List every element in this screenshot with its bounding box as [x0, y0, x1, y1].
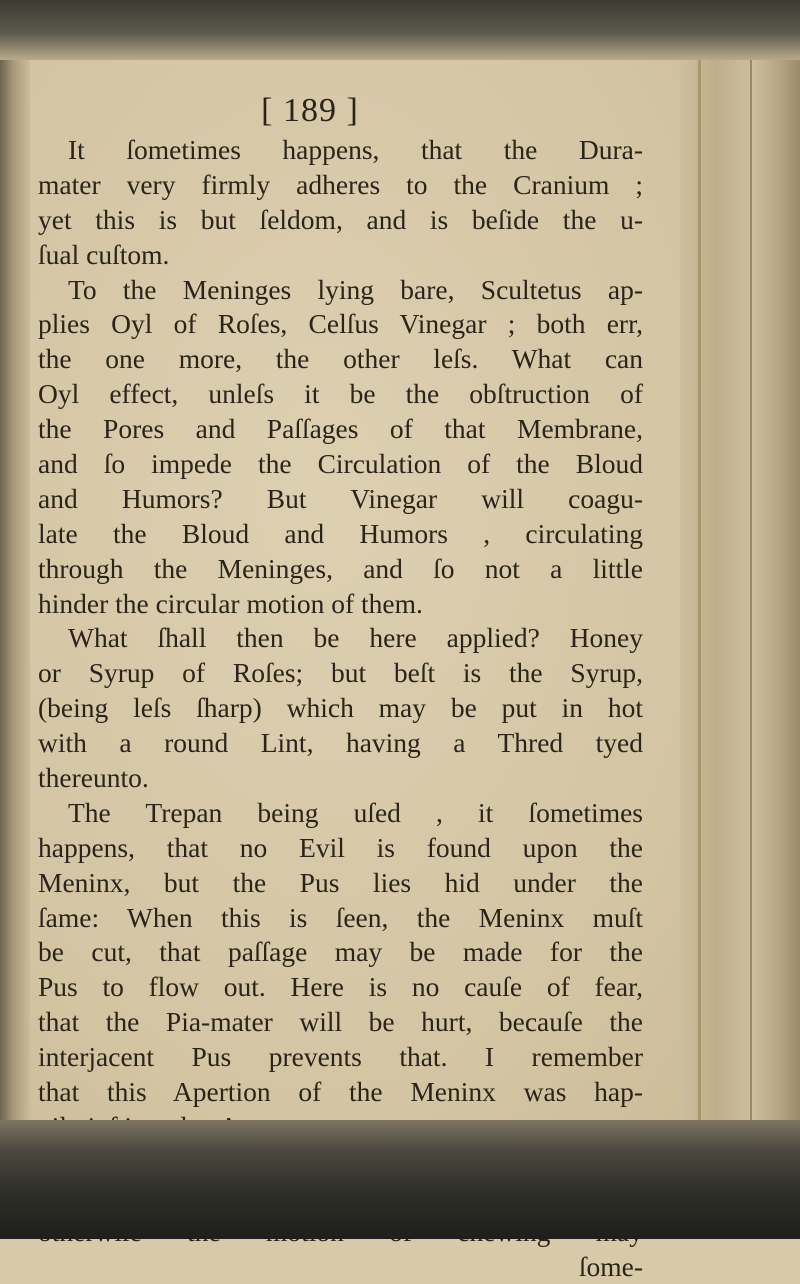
text-line: thereunto.: [38, 761, 643, 796]
page-gutter: [0, 60, 30, 1239]
text-line: be cut, that paſſage may be made for the: [38, 935, 643, 970]
text-line: To the Meninges lying bare, Scultetus ap-: [38, 273, 643, 308]
text-line: hinder the circular motion of them.: [38, 587, 643, 622]
text-line: Pus to flow out. Here is no cauſe of fear,: [38, 970, 643, 1005]
text-line: that the Pia-mater will be hurt, becauſe the: [38, 1005, 643, 1040]
text-line: happens, that no Evil is found upon the: [38, 831, 643, 866]
text-line: yet this is but ſeldom, and is beſide the u-: [38, 203, 643, 238]
text-line: with a round Lint, having a Thred tyed: [38, 726, 643, 761]
text-line: It ſometimes happens, that the Dura-: [38, 133, 643, 168]
text-line: the Pores and Paſſages of that Membrane,: [38, 412, 643, 447]
text-line: or Syrup of Roſes; but beſt is the Syrup,: [38, 656, 643, 691]
scan-top-border: [0, 0, 800, 60]
text-line: late the Bloud and Humors , circulating: [38, 517, 643, 552]
page-fore-edge: [680, 60, 800, 1239]
text-line: and Humors? But Vinegar will coagu-: [38, 482, 643, 517]
text-line: and ſo impede the Circulation of the Bloud: [38, 447, 643, 482]
text-line: mater very firmly adheres to the Cranium ;: [38, 168, 643, 203]
text-line: through the Meninges, and ſo not a little: [38, 552, 643, 587]
text-line: What ſhall then be here applied? Honey: [38, 621, 643, 656]
text-line: ſual cuſtom.: [38, 238, 643, 273]
catchword: ſome-: [38, 1250, 643, 1284]
scan-bottom-border: [0, 1120, 800, 1239]
text-line: ſame: When this is ſeen, the Meninx muſt: [38, 901, 643, 936]
text-line: Meninx, but the Pus lies hid under the: [38, 866, 643, 901]
page-number-header: [ 189 ]: [210, 92, 410, 130]
body-text: [38, 133, 643, 1284]
text-line: interjacent Pus prevents that. I remember: [38, 1040, 643, 1075]
text-line: (being leſs ſharp) which may be put in hot: [38, 691, 643, 726]
text-line: plies Oyl of Roſes, Celſus Vinegar ; both err,: [38, 307, 643, 342]
text-line: the one more, the other leſs. What can: [38, 342, 643, 377]
text-line: that this Apertion of the Meninx was hap-: [38, 1075, 643, 1110]
text-line: The Trepan being uſed , it ſometimes: [38, 796, 643, 831]
text-line: Oyl effect, unleſs it be the obſtruction of: [38, 377, 643, 412]
